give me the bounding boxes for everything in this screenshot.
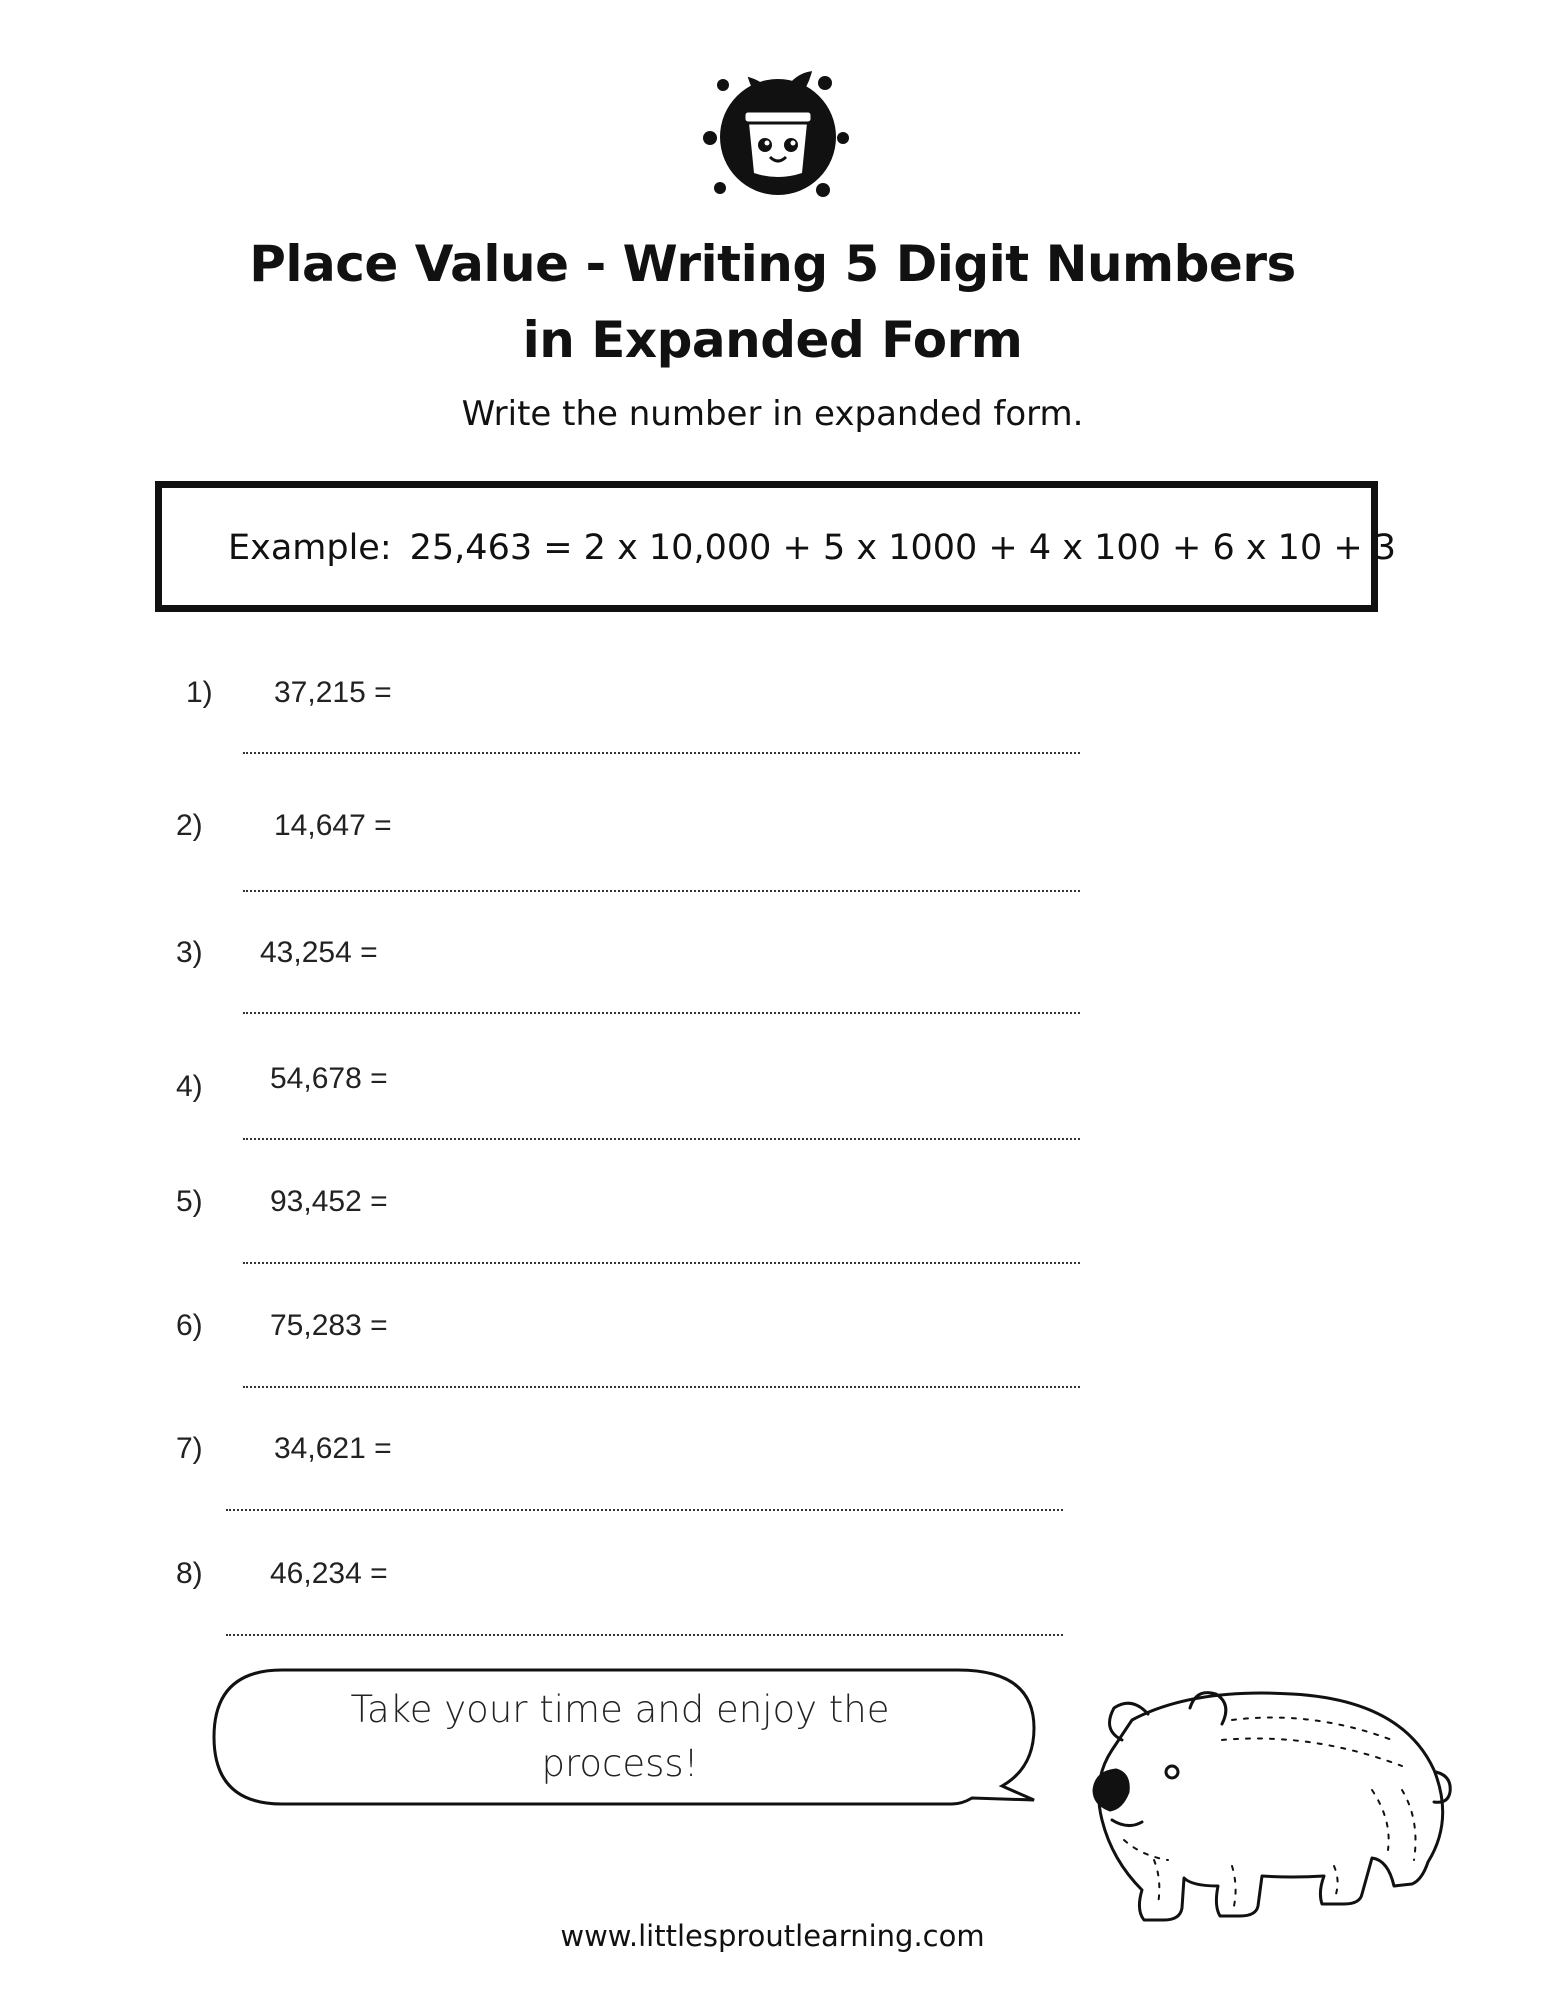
- problem-2: [0, 806, 1545, 916]
- answer-line[interactable]: [243, 1262, 1080, 1264]
- problem-number: 4): [176, 1070, 203, 1103]
- answer-line[interactable]: [243, 1138, 1080, 1140]
- answer-line[interactable]: [243, 1386, 1080, 1388]
- title-line-2: in Expanded Form: [522, 311, 1023, 369]
- footer-website[interactable]: www.littlesproutlearning.com: [560, 1919, 985, 1953]
- problem-number: 3): [176, 936, 203, 969]
- problem-3: [0, 933, 1545, 1043]
- problem-value: 14,647 =: [274, 809, 392, 842]
- speech-bubble-text: [230, 1683, 1010, 1791]
- answer-line[interactable]: [243, 890, 1080, 892]
- problem-value: 37,215 =: [274, 676, 392, 709]
- example-equation: 25,463 = 2 x 10,000 + 5 x 1000 + 4 x 100 + 6 x 10 + 3: [409, 528, 1397, 568]
- problem-5: [0, 1182, 1545, 1292]
- problem-4: [0, 1059, 1545, 1169]
- problem-value: 46,234 =: [270, 1557, 388, 1590]
- problem-number: 8): [176, 1557, 203, 1590]
- problem-7: [0, 1429, 1545, 1539]
- problem-number: 1): [186, 676, 213, 709]
- problem-value: 43,254 =: [260, 936, 378, 969]
- problem-value: 34,621 =: [274, 1432, 392, 1465]
- example-text: [228, 526, 1396, 570]
- example-box: [155, 481, 1397, 612]
- bubble-line-1: Take your time and enjoy the: [350, 1688, 890, 1731]
- problem-number: 5): [176, 1185, 203, 1218]
- problem-number: 2): [176, 809, 203, 842]
- title-line-1: Place Value - Writing 5 Digit Numbers: [249, 235, 1296, 293]
- worksheet-title: [0, 226, 1545, 378]
- problem-value: 75,283 =: [270, 1309, 388, 1342]
- problem-6: [0, 1306, 1545, 1416]
- answer-line[interactable]: [243, 752, 1080, 754]
- answer-line[interactable]: [226, 1509, 1063, 1511]
- problem-number: 7): [176, 1432, 203, 1465]
- problem-1: [0, 673, 1545, 783]
- wombat-bear-icon: [1072, 1680, 1472, 1930]
- sprout-pot-mascot-icon: [678, 55, 878, 205]
- answer-line[interactable]: [226, 1634, 1063, 1636]
- problem-number: 6): [176, 1309, 203, 1342]
- answer-line[interactable]: [243, 1012, 1080, 1014]
- problem-value: 93,452 =: [270, 1185, 388, 1218]
- problem-8: [0, 1554, 1545, 1664]
- instruction-text: Write the number in expanded form.: [461, 394, 1084, 434]
- example-label: Example:: [228, 528, 392, 568]
- problem-value: 54,678 =: [270, 1062, 388, 1095]
- bubble-line-2: process!: [541, 1742, 699, 1785]
